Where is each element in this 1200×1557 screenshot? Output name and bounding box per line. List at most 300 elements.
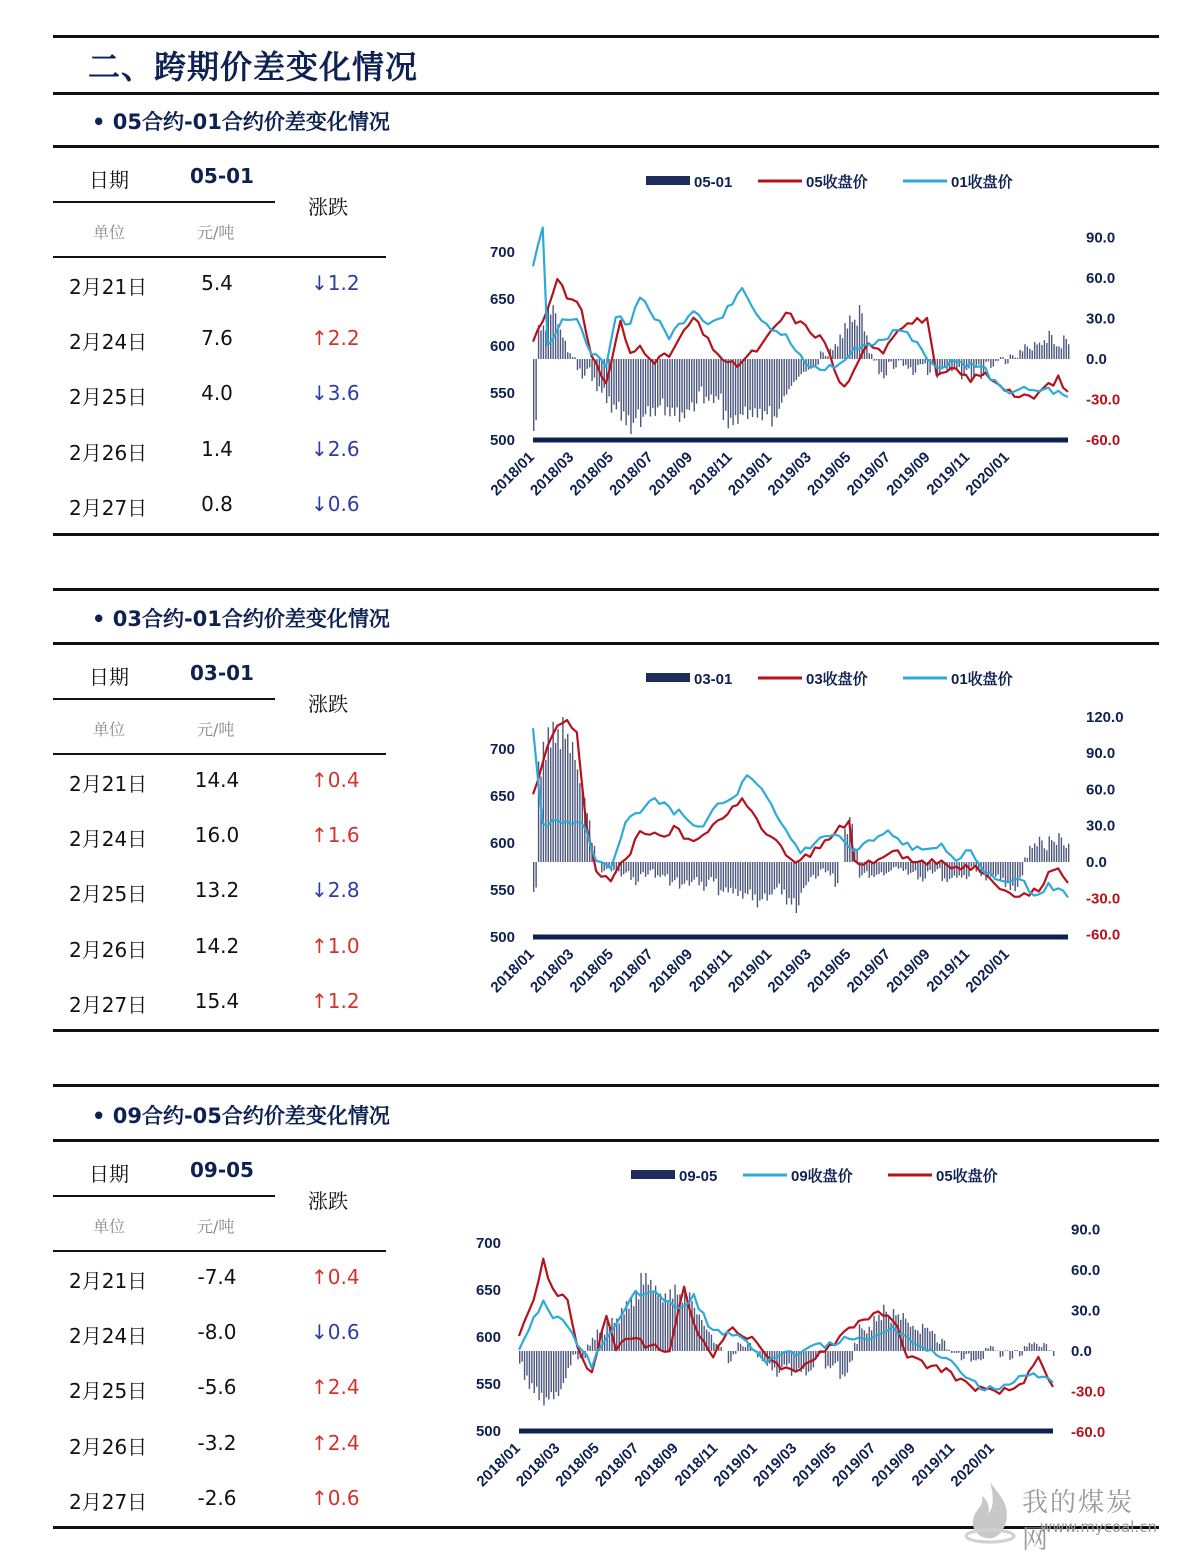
spread-bar (713, 862, 714, 882)
spread-bar (796, 862, 797, 913)
spread-bar (903, 359, 904, 366)
x-tick-label: 2018/11 (685, 448, 736, 499)
spread-bar (781, 862, 782, 894)
y-right-tick-label: -60.0 (1071, 1424, 1106, 1441)
spread-bar (640, 862, 641, 874)
spread-bar (526, 1351, 527, 1376)
table-row-date: 2月27日 (69, 495, 148, 520)
spread-bar (551, 1351, 552, 1392)
spread-bar (686, 862, 687, 880)
x-tick-label: 2018/05 (552, 1439, 603, 1491)
spread-bar (1029, 846, 1030, 862)
spread-bar (1017, 862, 1018, 887)
table-row-change (311, 326, 360, 350)
spread-bar (900, 359, 901, 360)
spread-bar (550, 748, 551, 862)
spread-bar (876, 359, 877, 360)
spread-bar (856, 1344, 857, 1351)
legend-bar-swatch (631, 1170, 675, 1179)
spread-bar (993, 862, 994, 874)
chart-svg (413, 644, 1159, 1029)
spread-bar (1021, 1351, 1022, 1355)
arrow-up-icon: ↑ (311, 1375, 328, 1400)
spread-bar (562, 717, 563, 862)
spread-bar (883, 862, 884, 875)
spread-bar (749, 359, 750, 410)
spread-bar (645, 1273, 646, 1351)
spread-bar (1010, 355, 1011, 359)
spread-bar (876, 862, 877, 875)
spread-bar (992, 1347, 993, 1351)
spread-bar (915, 1330, 916, 1351)
spread-bar (895, 862, 896, 867)
x-tick-label: 2019/01 (710, 1439, 761, 1491)
spread-bar (669, 359, 670, 416)
spread-bar (553, 1351, 554, 1399)
table-unit-label: 单位 (93, 223, 126, 242)
spread-bar (774, 862, 775, 890)
spread-bar (538, 1351, 539, 1400)
spread-bar (1002, 1351, 1003, 1356)
spread-bar (837, 1351, 838, 1361)
spread-bar (645, 359, 646, 414)
section-2-title: • 03合约-01合约价差变化情况 (92, 607, 390, 631)
section-1-bottom-rule (53, 533, 1159, 536)
spread-bar (1063, 335, 1064, 359)
spread-bar (725, 862, 726, 887)
arrow-down-icon: ↓ (311, 381, 328, 406)
spread-bar (708, 359, 709, 401)
table-row-change (311, 768, 360, 792)
spread-bar (582, 359, 583, 379)
y-left-tick-label: 650 (475, 1282, 501, 1299)
spread-bar (691, 359, 692, 402)
table-row-value: 14.4 (194, 768, 240, 792)
spread-bar (798, 862, 799, 905)
spread-bar (842, 1351, 843, 1375)
spread-bar (878, 1315, 879, 1351)
x-tick-label: 2018/03 (512, 1439, 564, 1491)
y-left-tick-label: 550 (489, 385, 515, 402)
spread-bar (616, 359, 617, 409)
spread-bar (1017, 1350, 1018, 1351)
spread-bar (820, 351, 821, 359)
spread-bar (1044, 848, 1045, 862)
spread-bar (970, 1351, 971, 1362)
spread-bar (995, 359, 996, 361)
spread-bar (917, 862, 918, 879)
spread-bar (953, 1351, 954, 1353)
spread-bar (546, 1351, 547, 1397)
spread-bar (966, 359, 967, 370)
spread-bar (674, 862, 675, 880)
spread-bar (835, 862, 836, 887)
table-row-change-value: 2.2 (327, 326, 360, 351)
spread-bar (881, 1320, 882, 1351)
spread-bar (905, 862, 906, 870)
spread-bar (944, 1341, 945, 1351)
spread-bar (706, 359, 707, 397)
x-tick-label: 2019/09 (883, 945, 934, 997)
spread-bar (898, 862, 899, 869)
spread-bar (963, 1351, 964, 1359)
table-row-change (311, 878, 360, 902)
spread-bar (703, 359, 704, 403)
spread-bar (636, 1290, 637, 1351)
spread-bar (915, 862, 916, 871)
spread-bar (818, 862, 819, 876)
spread-bar (793, 359, 794, 382)
arrow-down-icon: ↓ (311, 878, 328, 903)
spread-bar (888, 1318, 889, 1351)
spread-bar (878, 862, 879, 874)
spread-bar (958, 1351, 959, 1353)
spread-bar (740, 1344, 741, 1351)
chart-1 (413, 147, 1159, 532)
spread-bar (951, 862, 952, 878)
spread-bar (689, 359, 690, 410)
spread-bar (1007, 359, 1008, 363)
arrow-up-icon: ↑ (311, 1485, 328, 1510)
spread-bar (1063, 845, 1064, 862)
y-right-tick-label: 60.0 (1071, 1262, 1101, 1279)
spread-bar (737, 862, 738, 896)
spread-bar (832, 350, 833, 359)
page-title-rule (53, 92, 1159, 95)
spread-bar (569, 753, 570, 862)
legend-label: 05收盘价 (806, 174, 868, 191)
spread-bar (1007, 1350, 1008, 1351)
spread-bar (1012, 862, 1013, 886)
spread-bar (774, 359, 775, 416)
spread-bar (749, 862, 750, 889)
spread-bar (1044, 340, 1045, 359)
spread-bar (1022, 351, 1023, 359)
spread-bar (871, 1330, 872, 1351)
spread-bar (847, 834, 848, 862)
x-tick-label: 2018/05 (566, 448, 617, 500)
spread-bar (742, 1346, 743, 1351)
spread-bar (631, 1298, 632, 1351)
section-1-title: • 05合约-01合约价差变化情况 (92, 110, 390, 134)
spread-bar (570, 1351, 571, 1365)
table-row-change (311, 1375, 360, 1399)
spread-bar (696, 862, 697, 877)
spread-bar (642, 359, 643, 417)
spread-bar (932, 862, 933, 874)
spread-bar (1000, 357, 1001, 359)
spread-bar (1002, 357, 1003, 359)
spread-bar (776, 359, 777, 418)
spread-bar (881, 359, 882, 372)
spread-bar (903, 862, 904, 871)
spread-bar (708, 862, 709, 880)
y-right-tick-label: 30.0 (1086, 817, 1116, 835)
table-row-change-value: 2.4 (327, 1375, 360, 1400)
spread-bar (920, 862, 921, 877)
spread-bar (813, 862, 814, 875)
spread-bar (886, 862, 887, 873)
spread-bar (730, 862, 731, 888)
spread-bar (569, 353, 570, 359)
spread-bar (681, 862, 682, 885)
table-unit-label: 单位 (93, 720, 126, 739)
flame-logo-icon (960, 1478, 1020, 1544)
legend-label: 09-05 (679, 1168, 718, 1185)
spread-bar (830, 1351, 831, 1368)
x-tick-label: 2018/07 (591, 1439, 643, 1491)
spread-bar (939, 1344, 940, 1351)
spread-bar (1053, 842, 1054, 862)
spread-bar (888, 862, 889, 872)
spread-bar (652, 862, 653, 869)
spread-bar (742, 359, 743, 415)
spread-bar (924, 1328, 925, 1351)
spread-bar (699, 1315, 700, 1351)
y-left-tick-label: 700 (489, 244, 515, 261)
spread-bar (1036, 1344, 1037, 1351)
spread-bar (732, 862, 733, 893)
legend-label: 01收盘价 (951, 174, 1013, 191)
section-2-top-rule (53, 588, 1159, 591)
table-row-value: -7.4 (197, 1265, 237, 1289)
table-header-change: 涨跌 (308, 195, 348, 219)
table-row-change (311, 271, 360, 295)
spread-bar (951, 1351, 952, 1353)
table-row-change (311, 823, 360, 847)
spread-bar (788, 862, 789, 898)
legend-label: 03收盘价 (806, 671, 868, 688)
spread-bar (689, 862, 690, 886)
spread-bar (859, 305, 860, 359)
spread-bar (808, 862, 809, 882)
spread-bar (830, 862, 831, 875)
page-title: 二、跨期价差变化情况 (88, 48, 419, 86)
table-row-date: 2月27日 (69, 1489, 148, 1514)
y-left-tick-label: 700 (475, 1235, 501, 1252)
spread-bar (762, 862, 763, 899)
spread-bar (1049, 331, 1050, 359)
spread-bar (786, 359, 787, 395)
spread-bar (987, 1348, 988, 1351)
spread-bar (888, 359, 889, 362)
spread-bar (1024, 857, 1025, 862)
spread-bar (730, 359, 731, 418)
spread-bar (1000, 862, 1001, 881)
spread-bar (653, 1291, 654, 1351)
table-row-change-value: 1.2 (327, 271, 360, 295)
spread-bar (694, 1308, 695, 1351)
spread-bar (783, 359, 784, 396)
spread-bar (703, 1326, 704, 1351)
table-row-change-value: 0.4 (327, 1265, 360, 1289)
spread-bar (628, 359, 629, 415)
spread-bar (976, 359, 977, 365)
table-row-change (311, 1320, 360, 1344)
table-header-date: 日期 (89, 1162, 129, 1186)
spread-bar (589, 1346, 590, 1351)
legend-label: 01收盘价 (951, 671, 1013, 688)
spread-bar (638, 1299, 639, 1351)
spread-bar (754, 359, 755, 408)
x-tick-label: 2019/03 (764, 945, 815, 997)
spread-bar (662, 359, 663, 398)
spread-bar (533, 359, 534, 431)
spread-bar (801, 862, 802, 893)
spread-bar (667, 1302, 668, 1351)
spread-bar (735, 359, 736, 415)
spread-bar (732, 359, 733, 425)
spread-bar (655, 862, 656, 878)
table-row-date: 2月25日 (69, 1379, 148, 1404)
spread-bar (910, 359, 911, 367)
spread-bar (567, 734, 568, 862)
spread-bar (533, 862, 534, 892)
page-top-rule (53, 35, 1159, 38)
spread-bar (883, 1305, 884, 1351)
spread-bar (822, 352, 823, 359)
spread-bar (543, 1351, 544, 1405)
spread-bar (589, 359, 590, 367)
spread-bar (1051, 840, 1052, 862)
spread-bar (769, 862, 770, 895)
spread-bar (677, 1295, 678, 1351)
spread-bar (557, 729, 558, 862)
spread-bar (655, 359, 656, 416)
spread-bar (936, 1342, 937, 1351)
spread-bar (541, 1351, 542, 1393)
spread-bar (932, 1331, 933, 1351)
section-2 (53, 644, 1159, 1044)
table-header-date: 日期 (89, 665, 129, 689)
spread-bar (682, 1303, 683, 1351)
spread-bar (630, 862, 631, 880)
spread-bar (791, 1351, 792, 1376)
y-right-tick-label: 0.0 (1086, 351, 1107, 368)
y-right-tick-label: -30.0 (1071, 1383, 1106, 1401)
spread-bar (1051, 1350, 1052, 1351)
spread-bar (1014, 1350, 1015, 1351)
spread-bar (747, 359, 748, 419)
spread-bar (791, 359, 792, 386)
spread-bar (657, 1295, 658, 1351)
spread-bar (577, 769, 578, 862)
y-left-tick-label: 500 (475, 1423, 501, 1440)
spread-bar (786, 862, 787, 904)
spread-bar (548, 1351, 549, 1399)
spread-bar (728, 1351, 729, 1363)
spread-bar (664, 862, 665, 876)
x-tick-label: 2018/09 (631, 1439, 682, 1491)
y-right-tick-label: 90.0 (1071, 1221, 1101, 1239)
y-right-tick-label: 0.0 (1086, 854, 1107, 871)
y-right-tick-label: 30.0 (1086, 310, 1116, 328)
spread-bar (579, 359, 580, 368)
spread-bar (900, 862, 901, 868)
spread-bar (638, 359, 639, 409)
spread-bar (635, 862, 636, 885)
spread-bar (562, 337, 563, 359)
spread-bar (560, 1351, 561, 1389)
spread-bar (657, 862, 658, 875)
table-row-change (311, 989, 360, 1013)
spread-bar (995, 862, 996, 877)
spread-bar (1049, 836, 1050, 862)
spread-bar (1026, 1347, 1027, 1351)
spread-bar (715, 359, 716, 396)
spread-bar (827, 1351, 828, 1366)
spread-bar (922, 862, 923, 881)
spread-bar (701, 862, 702, 882)
spread-bar (694, 862, 695, 880)
spread-bar (764, 862, 765, 894)
spread-bar (776, 862, 777, 887)
spread-bar (971, 862, 972, 867)
spread-bar (565, 739, 566, 862)
arrow-down-icon: ↓ (311, 1320, 328, 1345)
spread-bar (949, 1350, 950, 1351)
spread-bar (786, 1351, 787, 1366)
y-left-tick-label: 650 (489, 788, 515, 805)
x-tick-label: 2019/07 (843, 945, 895, 997)
spread-bar (956, 1351, 957, 1353)
spread-bar (915, 359, 916, 373)
spread-bar (650, 1280, 651, 1351)
table-row-date: 2月27日 (69, 992, 148, 1017)
spread-bar (985, 1348, 986, 1351)
spread-bar (973, 1351, 974, 1360)
spread-bar (893, 359, 894, 369)
table-header-change: 涨跌 (308, 692, 348, 716)
spread-bar (625, 862, 626, 873)
spread-bar (908, 862, 909, 875)
spread-bar (752, 862, 753, 900)
table-row-value: -3.2 (197, 1430, 237, 1455)
table-row-change-value: 0.4 (327, 768, 360, 792)
spread-bar (1058, 346, 1059, 359)
spread-bar (822, 862, 823, 868)
spread-bar (1041, 840, 1042, 862)
spread-bar (968, 1351, 969, 1354)
arrow-down-icon: ↓ (311, 271, 328, 295)
spread-bar (1029, 1343, 1030, 1351)
spread-bar (1004, 1350, 1005, 1351)
table-unit-rule (53, 256, 386, 258)
y-right-tick-label: 60.0 (1086, 270, 1116, 287)
spread-bar (842, 338, 843, 359)
spread-bar (555, 743, 556, 862)
table-row-change-value: 2.4 (327, 1430, 360, 1455)
spread-bar (1007, 862, 1008, 883)
spread-bar (747, 862, 748, 894)
arrow-up-icon: ↑ (311, 933, 328, 958)
y-right-tick-label: 0.0 (1071, 1343, 1092, 1360)
arrow-up-icon: ↑ (311, 768, 328, 792)
spread-bar (1010, 862, 1011, 890)
table-row-value: 5.4 (201, 271, 233, 295)
spread-bar (1000, 1351, 1001, 1357)
spread-bar (766, 862, 767, 901)
spread-bar (1034, 342, 1035, 359)
arrow-down-icon: ↓ (311, 491, 328, 516)
spread-bar (1051, 335, 1052, 359)
spread-bar (1066, 339, 1067, 359)
section-3-top-rule (53, 1084, 1159, 1087)
spread-bar (910, 862, 911, 873)
spread-bar (648, 1285, 649, 1351)
table-row-value: 0.8 (201, 491, 233, 516)
table-row-change-value: 0.6 (327, 1320, 360, 1345)
